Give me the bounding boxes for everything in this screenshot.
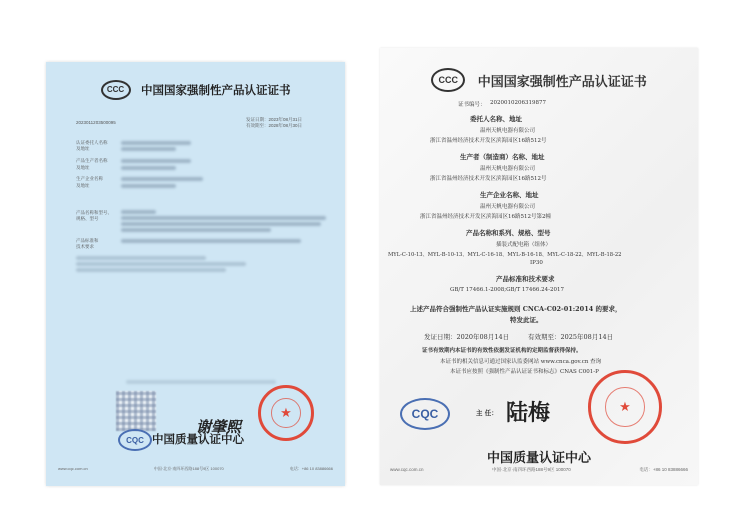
certificate-left bbox=[46, 62, 345, 486]
blurred-text bbox=[121, 177, 203, 181]
footer-left bbox=[46, 466, 345, 472]
statement-2: 特发此证。 bbox=[510, 316, 543, 324]
footer-right bbox=[380, 467, 698, 473]
blurred-text bbox=[126, 380, 276, 384]
cert-no: 2023011203500095 bbox=[76, 120, 116, 125]
director-label: 主 任： bbox=[476, 409, 498, 417]
signature-left: 谢肇熙 bbox=[196, 418, 242, 436]
cqc-logo-right: CQC bbox=[400, 398, 450, 430]
footer-address: 中国·北京·南四环西路188号9区 100070 bbox=[492, 467, 571, 472]
signature-right: 陆梅 bbox=[506, 400, 551, 426]
manufacturer-label: 生产者（制造商）名称、地址 bbox=[460, 153, 545, 161]
blurred-text bbox=[121, 228, 271, 232]
footer-phone: 电话：+86 10 83886666 bbox=[289, 466, 333, 471]
field-label: 及地址 bbox=[76, 165, 90, 170]
blurred-text bbox=[121, 159, 191, 163]
blurred-text bbox=[121, 239, 301, 243]
field-label: 技术要求 bbox=[76, 244, 94, 249]
factory-name: 温州天帆电器有限公司 bbox=[480, 204, 536, 210]
issue-date: 发证日期：2023年08月31日 bbox=[246, 117, 303, 122]
standard-label: 产品标准和技术要求 bbox=[496, 275, 555, 283]
cert-right-header bbox=[380, 68, 698, 92]
factory-address: 浙江省温州经济技术开发区滨海园区16路512号第2幢 bbox=[420, 214, 551, 220]
applicant-label: 委托人名称、地址 bbox=[470, 115, 522, 123]
field-label: 及地址 bbox=[76, 146, 90, 151]
blurred-text bbox=[121, 141, 191, 145]
org-name-right: 中国质量认证中心 bbox=[486, 450, 591, 465]
org-name-left: 中国质量认证中心 bbox=[152, 434, 244, 446]
blurred-text bbox=[76, 256, 206, 260]
red-seal-right bbox=[588, 370, 662, 444]
applicant-name: 温州天帆电器有限公司 bbox=[480, 128, 536, 134]
blurred-text bbox=[121, 147, 176, 151]
field-label: 规格、型号 bbox=[76, 216, 99, 221]
blurred-text bbox=[121, 216, 326, 220]
cert-left-header bbox=[46, 80, 345, 100]
validity-note-3: 本证书应按照《强制性产品认证证书和标志》CNAS C001-P bbox=[450, 369, 599, 375]
validity-note-2: 本证书的相关信息可通过国家认监委网站 www.cnca.gov.cn 查询 bbox=[440, 359, 602, 365]
factory-label: 生产企业名称、地址 bbox=[480, 191, 539, 199]
footer-website: www.cqc.com.cn bbox=[58, 466, 88, 471]
cert-right-title: 中国国家强制性产品认证证书 bbox=[477, 73, 647, 89]
statement-1: 上述产品符合强制性产品认证实施规则 CNCA-C02-01:2014 的要求， bbox=[410, 305, 622, 313]
qr-code bbox=[116, 391, 156, 431]
applicant-address: 浙江省温州经济技术开发区滨海园区16路512号 bbox=[430, 138, 547, 144]
seal-star-icon: ★ bbox=[271, 398, 301, 428]
footer-phone: 电话：+86 10 83886666 bbox=[639, 467, 688, 472]
ccc-logo: CCC bbox=[101, 80, 131, 100]
blurred-text bbox=[121, 210, 156, 214]
blurred-text bbox=[121, 166, 176, 170]
expiry-date: 有效期至：2025年08月14日 bbox=[528, 333, 614, 341]
seal-star-icon: ★ bbox=[605, 387, 644, 426]
blurred-text bbox=[76, 262, 246, 266]
cert-no: 2020010206319877 bbox=[490, 100, 546, 106]
product-models-ip: IP30 bbox=[530, 260, 543, 266]
product-label: 产品名称和系列、规格、型号 bbox=[466, 229, 551, 237]
field-label: 产品名称和型号、 bbox=[76, 210, 112, 215]
footer-website: www.cqc.com.cn bbox=[390, 467, 424, 472]
cert-no-label: 证书编号： bbox=[458, 102, 486, 108]
field-label: 生产企业名称 bbox=[76, 176, 103, 181]
blurred-text bbox=[121, 184, 176, 188]
field-label: 产品标准和 bbox=[76, 238, 99, 243]
cert-left-title: 中国国家强制性产品认证证书 bbox=[140, 85, 291, 97]
red-seal-left bbox=[258, 385, 314, 441]
validity-note-1: 证书有效期内本证书的有效性依据发证机构的定期监督获得保持。 bbox=[422, 348, 582, 354]
manufacturer-address: 浙江省温州经济技术开发区滨海园区16路512号 bbox=[430, 176, 547, 182]
field-label: 认证委托人名称 bbox=[76, 140, 108, 145]
certificate-right bbox=[380, 48, 698, 485]
cqc-logo-left: CQC bbox=[118, 429, 152, 451]
expiry-date: 有效期至：2028年08月30日 bbox=[246, 123, 303, 128]
ccc-logo: CCC bbox=[431, 68, 465, 92]
blurred-text bbox=[121, 222, 321, 226]
field-label: 产品生产者名称 bbox=[76, 158, 108, 163]
footer-address: 中国·北京·南四环西路188号9区 100070 bbox=[153, 466, 224, 471]
blurred-text bbox=[76, 268, 226, 272]
standard: GB/T 17466.1-2008;GB/T 17466.24-2017 bbox=[450, 287, 564, 293]
product-models: MYL-C-10-13、MYL-B-10-13、MYL-C-16-18、MYL-B-16-18、MYL-C-18-22、MYL-B-18-22 bbox=[388, 252, 622, 258]
manufacturer-name: 温州天帆电器有限公司 bbox=[480, 166, 536, 172]
product-name: 插装式配电箱（组体） bbox=[496, 242, 552, 248]
issue-date: 发证日期：2020年08月14日 bbox=[424, 333, 510, 341]
field-label: 及地址 bbox=[76, 183, 90, 188]
